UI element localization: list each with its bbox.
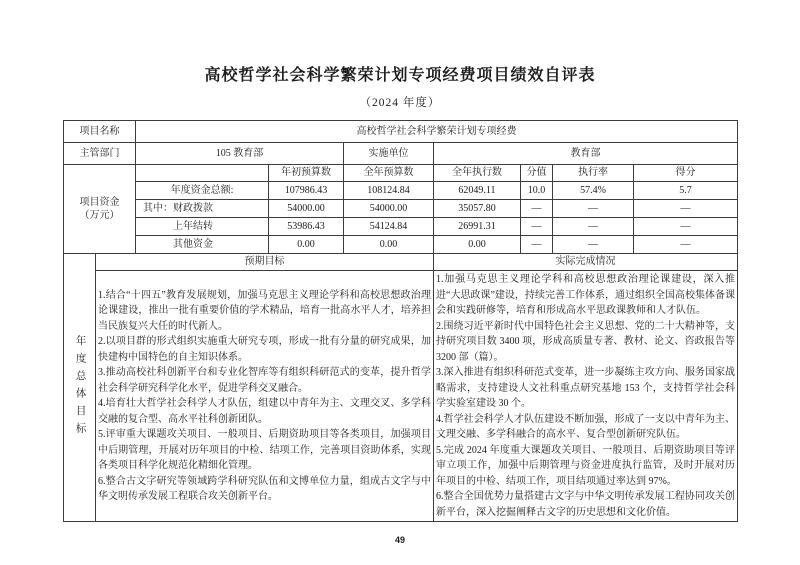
cell-initial-budget: 0.00 xyxy=(269,236,344,254)
actual-item: 1.加强马克思主义理论学科和高校思想政治理论课建设，深入推进“大思政课”建设，持续完善工作体系，通过组织全国高校集体备课会和实践研修等，培育和形成高水平思政课教师和人才队伍。 xyxy=(436,274,736,316)
cell-initial-budget: 107986.43 xyxy=(269,182,344,200)
cell-execution-rate: — xyxy=(553,218,634,236)
cell-execution-rate: 57.4% xyxy=(553,182,634,200)
actual-item: 6.整合全国优势力量搭建古文字与中华文明传承发展工程协同攻关创新平台，深入挖掘阐释古文字的历史思想和文化价值。 xyxy=(436,491,736,518)
col-header-annual-budget: 全年预算数 xyxy=(344,165,434,182)
expected-goals-header: 预期目标 xyxy=(96,254,434,271)
project-name-value: 高校哲学社会科学繁荣计划专项经费 xyxy=(136,121,738,143)
cell-score: — xyxy=(634,200,738,218)
annual-goals-side-label: 年度总体目标 xyxy=(64,254,96,522)
actual-completion-header: 实际完成情况 xyxy=(434,254,738,271)
col-header-score: 得分 xyxy=(634,165,738,182)
cell-score: — xyxy=(634,236,738,254)
cell-score-value: — xyxy=(521,236,553,254)
page-title: 高校哲学社会科学繁荣计划专项经费项目绩效自评表 xyxy=(204,67,596,84)
fund-row-label: 年度资金总额: xyxy=(136,182,269,200)
actual-item: 5.完成 2024 年度重大课题攻关项目、一般项目、后期资助项目等评审立项工作，加强中后期管理与资金进度执行监管，及时开展对历年项目的中检、结项工作，项目结项通过率达到 97%。 xyxy=(436,444,736,487)
cell-score: — xyxy=(634,218,738,236)
fund-row-other xyxy=(64,236,738,254)
cell-annual-execution: 62049.11 xyxy=(434,182,521,200)
cell-initial-budget: 53986.43 xyxy=(269,218,344,236)
actual-item: 3.深入推进有组织科研范式变革，进一步凝练主攻方向、服务国家战略需求，支持建设人文社科重点研究基地 153 个，支持哲学社会科学实验室建设 30 个。 xyxy=(436,367,736,409)
actual-item: 4.哲学社会科学人才队伍建设不断加强，形成了一支以中青年为主、文理交融、多学科融合的高水平、复合型创新研究队伍。 xyxy=(436,413,736,440)
self-evaluation-table xyxy=(63,120,738,522)
row-fund-header xyxy=(64,165,738,182)
expected-item: 4.培育壮大哲学社会科学人才队伍，组建以中青年为主、文理交叉、多学科交融的复合型、高水平社科创新团队。 xyxy=(98,398,431,425)
cell-annual-budget: 54000.00 xyxy=(344,200,434,218)
cell-annual-budget: 54124.84 xyxy=(344,218,434,236)
col-header-annual-execution: 全年执行数 xyxy=(434,165,521,182)
expected-item: 1.结合“十四五”教育发展规划，加强马克思主义理论学科和高校思想政治理论课建设，推出一批有重要价值的学术精品，培育一批高水平人才，培养担当民族复兴大任的时代新人。 xyxy=(98,289,431,332)
fund-section-label xyxy=(64,165,136,254)
fund-row-carryover xyxy=(64,218,738,236)
cell-score: 5.7 xyxy=(634,182,738,200)
cell-annual-budget: 0.00 xyxy=(344,236,434,254)
fund-header-blank xyxy=(136,165,269,182)
cell-annual-execution: 0.00 xyxy=(434,236,521,254)
col-header-score-value: 分值 xyxy=(521,165,553,182)
cell-score-value: 10.0 xyxy=(521,182,553,200)
expected-item: 5.评审重大课题攻关项目、一般项目、后期资助项目等各类项目，加强项目中后期管理，开展对历年项目的中检、结项工作，完善项目资助体系，实现各类项目科学化规范化精细化管理。 xyxy=(98,429,431,471)
fund-row-label: 其他资金 xyxy=(136,236,269,254)
cell-annual-execution: 35057.80 xyxy=(434,200,521,218)
col-header-initial-budget: 年初预算数 xyxy=(269,165,344,182)
fund-row-label: 上年结转 xyxy=(136,218,269,236)
fund-row-total xyxy=(64,182,738,200)
actual-completion-text xyxy=(434,271,738,522)
project-name-label: 项目名称 xyxy=(64,121,136,143)
cell-execution-rate: — xyxy=(553,236,634,254)
implement-value: 教育部 xyxy=(434,143,738,165)
cell-execution-rate: — xyxy=(553,200,634,218)
cell-annual-budget: 108124.84 xyxy=(344,182,434,200)
fund-label-line2: （万元） xyxy=(79,210,120,221)
cell-initial-budget: 54000.00 xyxy=(269,200,344,218)
page-number: 49 xyxy=(394,535,405,545)
fund-label-line1: 项目资金 xyxy=(79,196,120,208)
fund-row-fiscal xyxy=(64,200,738,218)
expected-goals-text xyxy=(96,271,434,522)
implement-label: 实施单位 xyxy=(344,143,434,165)
expected-item: 6.整合古文字研究等领域跨学科研究队伍和文博单位力量，组成古文字与中华文明传承发展工程联合攻关创新平台。 xyxy=(98,475,431,502)
cell-score-value: — xyxy=(521,218,553,236)
row-goals-body xyxy=(64,271,738,522)
expected-item: 2.以项目群的形式组织实施重大研究专项，形成一批有分量的研究成果，加快建构中国特色的自主知识体系。 xyxy=(98,336,431,363)
cell-annual-execution: 26991.31 xyxy=(434,218,521,236)
row-goals-header xyxy=(64,254,738,271)
fund-row-label: 其中：财政拨款 xyxy=(136,200,269,218)
col-header-execution-rate: 执行率 xyxy=(553,165,634,182)
row-departments xyxy=(64,143,738,165)
supervisor-value: 105 教育部 xyxy=(136,143,344,165)
actual-item: 2.围绕习近平新时代中国特色社会主义思想、党的二十大精神等，支持研究项目数 3400 项，形成高质量专著、教材、论文、咨政报告等 3200 部（篇）。 xyxy=(436,320,736,363)
expected-item: 3.推动高校社科创新平台和专业化智库等有组织科研范式的变革，提升哲学社会科学研究科学化水平，促进学科交叉融合。 xyxy=(98,367,431,394)
row-project-name xyxy=(64,121,738,143)
page-subtitle: （2024 年度） xyxy=(359,97,441,109)
supervisor-label: 主管部门 xyxy=(64,143,136,165)
cell-score-value: — xyxy=(521,200,553,218)
